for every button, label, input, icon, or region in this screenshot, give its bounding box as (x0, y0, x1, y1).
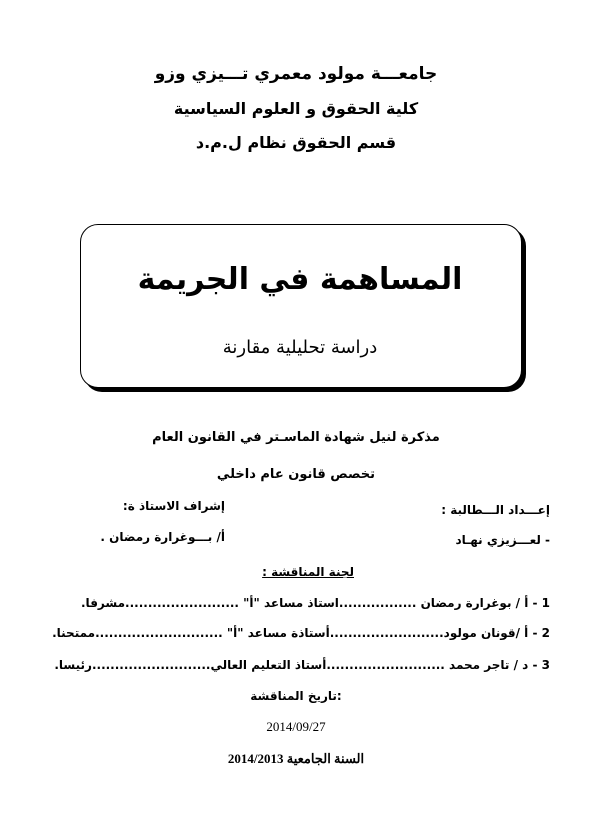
faculty-name: كلية الحقوق و العلوم السياسية (173, 99, 419, 118)
committee-member-2: 2 - أ /قونان مولود.........................أستاذة مساعد "أ" ............................ممتحنا. (52, 626, 550, 640)
title-box (80, 224, 522, 388)
committee-member-1: 1 - أ / بوغرارة رمضان .................استاذ مساعد "أ" .........................مشرفا. (81, 596, 550, 610)
department-name: قسم الحقوق نظام ل.م.د (195, 133, 397, 152)
student-name: - لعـــزيزي نهـاد (455, 533, 550, 547)
thesis-title: المساهمة في الجريمة (137, 262, 463, 297)
supervisor-label: إشراف الاستاذ ة: (122, 499, 225, 513)
university-name: جامعـــة مولود معمري تـــيزي وزو (154, 64, 438, 84)
memo-purpose: مذكرة لنيل شهادة الماسـتر في القانون العام (152, 430, 440, 445)
defense-date: 2014/09/27 (266, 719, 326, 734)
memo-specialty: تخصص قانون عام داخلي (216, 467, 376, 482)
academic-year: السنة الجامعية 2014/2013 (227, 751, 365, 766)
committee-heading: لجنة المناقشة : (262, 565, 354, 579)
committee-member-3: 3 - د / تاجر محمد ..........................أستاذ التعليم العالي..........................رئيسا. (54, 658, 550, 672)
defense-date-label: تاريخ المناقشة: (250, 689, 342, 703)
thesis-subtitle: دراسة تحليلية مقارنة (222, 337, 378, 358)
student-label: إعـــداد الـــطالبة : (441, 503, 550, 517)
supervisor-name: أ/ بـــوغرارة رمضان . (100, 530, 225, 544)
